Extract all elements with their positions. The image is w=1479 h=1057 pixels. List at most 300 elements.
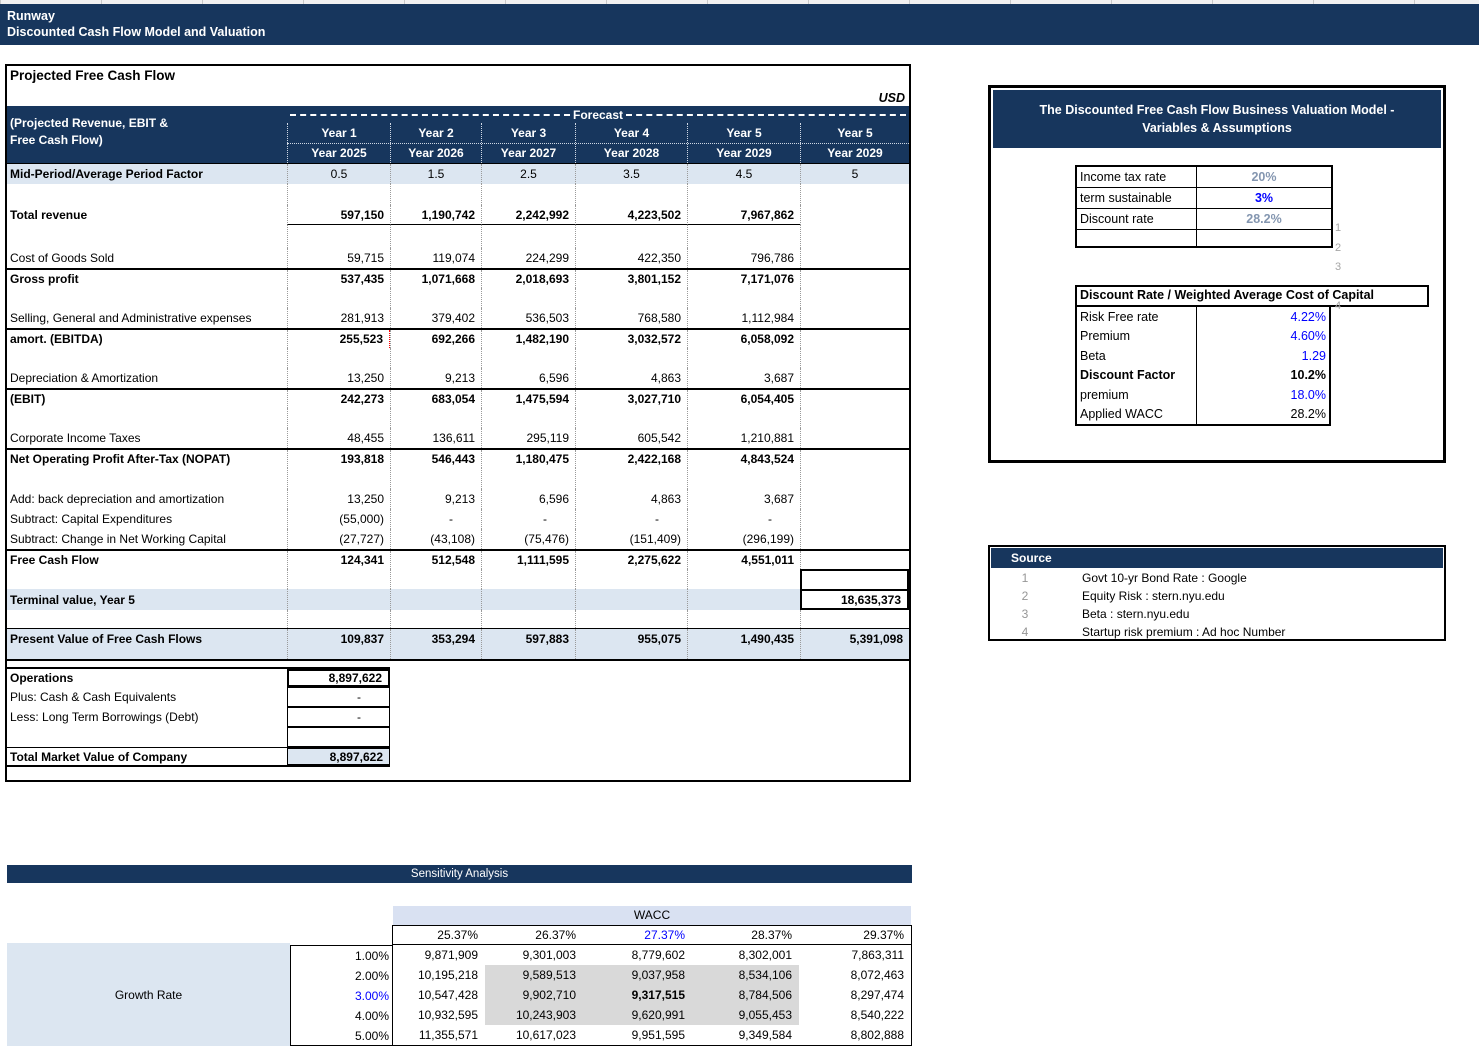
value-cell: 242,273 [287, 390, 390, 408]
wacc-row-item [1077, 307, 1329, 327]
mid-period-label: Mid-Period/Average Period Factor [10, 167, 203, 181]
value-cell [800, 205, 909, 225]
wacc-value: 28.2% [1290, 407, 1326, 422]
matrix-cell: 8,302,001 [738, 948, 792, 962]
row-label: Net Operating Profit After-Tax (NOPAT) [10, 452, 231, 466]
row-label: Subtract: Capital Expenditures [10, 512, 173, 526]
value-cell: (151,409) [575, 529, 687, 549]
value-cell: 3,687 [687, 489, 800, 509]
source-item [990, 605, 1444, 623]
value-cell: 6,058,092 [687, 330, 800, 348]
value-cell [575, 184, 687, 205]
value-cell [287, 225, 390, 248]
value-cell: 119,074 [390, 248, 481, 268]
source-text: Startup risk premium : Ad hoc Number [1082, 625, 1286, 639]
value-cell: 295,119 [481, 428, 575, 448]
source-number: 3 [1021, 607, 1029, 621]
value-cell: 3,801,152 [575, 270, 687, 288]
wacc-column-header: 29.37% [863, 928, 904, 942]
table-row [7, 388, 909, 408]
matrix-row [393, 945, 911, 965]
value-cell [687, 225, 800, 248]
valuation-row [7, 747, 390, 767]
row-label: Less: Long Term Borrowings (Debt) [10, 710, 199, 724]
value-cell: 4,551,011 [687, 551, 800, 569]
value-cell [481, 225, 575, 248]
matrix-cell: 8,540,222 [850, 1008, 904, 1022]
growth-row-header[interactable]: 3.00% [354, 989, 389, 1003]
source-number: 1 [1021, 571, 1029, 585]
matrix-cell: 9,055,453 [692, 1005, 799, 1025]
row-header-line1: (Projected Revenue, EBIT & [10, 116, 169, 130]
value-cell [800, 551, 909, 569]
value-cell: 768,580 [575, 308, 687, 328]
matrix-cell: 10,243,903 [485, 1005, 583, 1025]
value-cell [481, 408, 575, 428]
value-cell [575, 589, 687, 610]
value-cell: 4,863 [575, 368, 687, 388]
spacer-row [7, 569, 909, 589]
mid-period-value: 5 [800, 164, 909, 184]
table-header [7, 106, 909, 164]
assumptions-title-line2: Variables & Assumptions [1142, 121, 1292, 135]
value-cell [287, 348, 390, 368]
year-label: Year 5 [800, 123, 909, 142]
source-item [990, 569, 1444, 587]
value-cell: 1,210,881 [687, 428, 800, 448]
value-cell [481, 348, 575, 368]
source-item [990, 623, 1444, 641]
value-cell [390, 610, 481, 628]
matrix-cell: 10,932,595 [417, 1008, 478, 1022]
table-row [7, 205, 909, 225]
value-cell: 6,054,405 [687, 390, 800, 408]
year-label: Year 4 [575, 123, 687, 142]
row-label [7, 225, 287, 248]
matrix-cell: 9,902,710 [485, 985, 583, 1005]
spacer-row [7, 408, 909, 428]
value-cell [800, 288, 909, 308]
value-cell: 193,818 [287, 450, 390, 468]
growth-values-column [290, 945, 393, 1046]
table-row [7, 529, 909, 549]
value-cell: 597,150 [287, 205, 390, 225]
wacc-label: premium [1077, 385, 1197, 405]
row-label [7, 569, 287, 589]
value-cell: 1,490,435 [687, 629, 800, 659]
value-cell: - [390, 509, 481, 529]
table-row [7, 328, 909, 348]
source-list [990, 569, 1444, 641]
value-cell [800, 368, 909, 388]
year-number: Year 2027 [481, 144, 575, 163]
assumptions-panel [988, 85, 1446, 463]
value-cell [687, 589, 800, 610]
value-cell [390, 225, 481, 248]
assumption-value: 20% [1251, 170, 1277, 184]
value-cell: 796,786 [687, 248, 800, 268]
value-cell [287, 589, 390, 610]
value-cell [287, 184, 390, 205]
value-cell: 3,032,572 [575, 330, 687, 348]
matrix-cell: 9,951,595 [631, 1028, 685, 1042]
value-cell [575, 288, 687, 308]
value-cell [481, 184, 575, 205]
matrix-cell: 8,802,888 [850, 1028, 904, 1042]
matrix-cell: 9,871,909 [424, 948, 478, 962]
value-cell: 8,897,622 [287, 748, 390, 765]
row-label: Gross profit [10, 272, 79, 286]
value-cell [800, 184, 909, 205]
value-cell [800, 529, 909, 549]
row-label: Depreciation & Amortization [10, 371, 159, 385]
spacer-row [7, 610, 909, 628]
value-cell: 512,548 [390, 551, 481, 569]
table-row [7, 248, 909, 268]
value-cell: 692,266 [390, 330, 481, 348]
footnote-marker: 3 [1335, 261, 1342, 273]
mid-period-value: 2.5 [481, 164, 575, 184]
year-number: Year 2029 [800, 144, 909, 163]
value-cell: 4,223,502 [575, 205, 687, 225]
wacc-row-item [1077, 366, 1329, 386]
value-cell: 379,402 [390, 308, 481, 328]
year-number: Year 2026 [390, 144, 481, 163]
valuation-row [7, 687, 390, 707]
projected-fcf-table [5, 64, 911, 782]
assumption-value[interactable]: 3% [1254, 191, 1274, 205]
source-text: Equity Risk : stern.nyu.edu [1082, 589, 1225, 603]
value-cell: (55,000) [287, 509, 390, 529]
value-cell [800, 330, 909, 348]
value-cell [575, 225, 687, 248]
value-cell [287, 569, 390, 589]
value-cell [390, 408, 481, 428]
footnote-marker: 2 [1335, 241, 1342, 254]
value-cell [687, 468, 800, 489]
value-cell [287, 288, 390, 308]
wacc-value[interactable]: 1.29 [1301, 348, 1326, 363]
value-cell: 8,897,622 [287, 669, 390, 687]
value-cell: 7,967,862 [687, 205, 800, 225]
sheet-title: Discounted Cash Flow Model and Valuation [7, 25, 266, 39]
table-body [7, 184, 909, 767]
value-cell [800, 489, 909, 509]
row-label: Free Cash Flow [10, 553, 99, 567]
wacc-column-header[interactable]: 27.37% [644, 928, 685, 942]
value-cell: - [687, 509, 800, 529]
row-label [7, 288, 287, 308]
row-label: Operations [10, 671, 74, 685]
value-cell [800, 248, 909, 268]
matrix-cell: 8,779,602 [631, 948, 685, 962]
assumptions-title-line1: The Discounted Free Cash Flow Business Valuation Model - [1039, 103, 1395, 117]
table-row [7, 268, 909, 288]
source-panel-title: Source [991, 548, 1443, 568]
matrix-cell: 10,547,428 [417, 988, 478, 1002]
value-cell: - [575, 509, 687, 529]
wacc-row-item [1077, 385, 1329, 405]
value-cell: 136,611 [390, 428, 481, 448]
year-number: Year 2028 [575, 144, 687, 163]
value-cell: 281,913 [287, 308, 390, 328]
value-cell [287, 610, 390, 628]
value-cell: 18,635,373 [800, 589, 909, 610]
value-cell: 7,171,076 [687, 270, 800, 288]
value-cell: 109,837 [287, 629, 390, 659]
mid-period-value: 3.5 [575, 164, 687, 184]
value-cell [390, 184, 481, 205]
table-row [7, 489, 909, 509]
value-cell [287, 408, 390, 428]
value-cell: 422,350 [575, 248, 687, 268]
mid-period-value: 4.5 [687, 164, 800, 184]
forecast-label: Forecast [572, 107, 624, 122]
spacer-row [7, 348, 909, 368]
value-cell [575, 348, 687, 368]
source-text: Beta : stern.nyu.edu [1082, 607, 1190, 621]
valuation-row [7, 667, 390, 687]
value-cell [687, 348, 800, 368]
forecast-dashes-left [290, 114, 570, 116]
wacc-value[interactable]: 4.22% [1290, 309, 1326, 324]
row-label: Add: back depreciation and amortization [10, 492, 225, 506]
row-header-line2: Free Cash Flow) [10, 133, 103, 147]
value-cell: 1,071,668 [390, 270, 481, 288]
growth-rate-axis-label: Growth Rate [7, 943, 290, 1046]
table-row [7, 368, 909, 388]
value-cell [800, 509, 909, 529]
wacc-label: Risk Free rate [1077, 307, 1197, 327]
company-name: Runway [7, 9, 55, 23]
value-cell [287, 727, 390, 747]
matrix-row [393, 985, 911, 1005]
value-cell [687, 408, 800, 428]
value-cell: 13,250 [287, 489, 390, 509]
sensitivity-title-bar: Sensitivity Analysis [7, 865, 912, 883]
value-cell: 955,075 [575, 629, 687, 659]
matrix-cell: 9,349,584 [738, 1028, 792, 1042]
row-label: Subtract: Change in Net Working Capital [10, 532, 226, 546]
table-row [7, 589, 909, 610]
value-cell: 9,213 [390, 368, 481, 388]
growth-row-header: 5.00% [354, 1029, 389, 1043]
source-item [990, 587, 1444, 605]
row-label: Total revenue [10, 208, 88, 222]
value-cell [481, 569, 575, 589]
wacc-value[interactable]: 4.60% [1290, 329, 1326, 344]
assumption-label: term sustainable [1077, 188, 1197, 208]
table-row [7, 308, 909, 328]
year-numbers-row [287, 143, 909, 163]
wacc-label: Beta [1077, 346, 1197, 366]
value-cell [390, 288, 481, 308]
value-cell: 3,027,710 [575, 390, 687, 408]
valuation-row [7, 727, 390, 747]
assumption-row [1077, 229, 1331, 246]
value-cell: 683,054 [390, 390, 481, 408]
value-cell: - [287, 707, 390, 727]
row-label: Plus: Cash & Cash Equivalents [10, 690, 177, 704]
sensitivity-matrix [392, 945, 912, 1046]
spacer-row [7, 184, 909, 205]
value-cell: 2,018,693 [481, 270, 575, 288]
value-cell: 3,687 [687, 368, 800, 388]
value-cell: 536,503 [481, 308, 575, 328]
row-label [7, 610, 287, 628]
wacc-value[interactable]: 18.0% [1290, 387, 1326, 402]
row-label: (EBIT) [10, 392, 46, 406]
value-cell: (75,476) [481, 529, 575, 549]
wacc-label: Applied WACC [1077, 405, 1197, 425]
row-label: Present Value of Free Cash Flows [10, 632, 203, 646]
matrix-cell: 8,534,106 [692, 965, 799, 985]
value-cell: 2,242,992 [481, 205, 575, 225]
wacc-table [1075, 307, 1331, 426]
wacc-label: Premium [1077, 327, 1197, 347]
table-row [7, 448, 909, 468]
wacc-row-item [1077, 346, 1329, 366]
spacer-row [7, 288, 909, 308]
matrix-cell: 9,620,991 [583, 1005, 692, 1025]
table-title: Projected Free Cash Flow [10, 68, 176, 83]
wacc-row-item [1077, 405, 1329, 425]
title-band [0, 4, 1479, 45]
row-label [7, 184, 287, 205]
wacc-column-header: 26.37% [535, 928, 576, 942]
value-cell: 546,443 [390, 450, 481, 468]
wacc-value: 10.2% [1290, 368, 1326, 383]
value-cell: 1,475,594 [481, 390, 575, 408]
value-cell: 124,341 [287, 551, 390, 569]
matrix-cell: 10,195,218 [417, 968, 478, 982]
value-cell: 9,213 [390, 489, 481, 509]
value-cell [800, 348, 909, 368]
row-header-label [7, 106, 287, 163]
row-label: Cost of Goods Sold [10, 251, 115, 265]
value-cell [800, 308, 909, 328]
value-cell [481, 589, 575, 610]
source-text: Govt 10-yr Bond Rate : Google [1082, 571, 1247, 585]
value-cell: 4,863 [575, 489, 687, 509]
value-cell: 597,883 [481, 629, 575, 659]
value-cell: 605,542 [575, 428, 687, 448]
value-cell [687, 610, 800, 628]
row-label: Terminal value, Year 5 [10, 592, 135, 607]
assumption-value: 28.2% [1246, 212, 1282, 226]
value-cell: 2,422,168 [575, 450, 687, 468]
year-number: Year 2029 [687, 144, 800, 163]
row-label: Corporate Income Taxes [10, 431, 141, 445]
value-cell: (43,108) [390, 529, 481, 549]
row-label [7, 468, 287, 489]
value-cell [800, 569, 909, 589]
value-cell: 6,596 [481, 368, 575, 388]
row-label [7, 727, 287, 747]
year-labels-row [287, 123, 909, 142]
matrix-cell: 10,617,023 [515, 1028, 576, 1042]
matrix-cell: 9,301,003 [522, 948, 576, 962]
row-label [7, 408, 287, 428]
assumption-label: Discount rate [1077, 209, 1197, 229]
wacc-label: Discount Factor [1077, 366, 1197, 386]
assumptions-panel-title [993, 90, 1441, 148]
source-number: 2 [1021, 589, 1029, 603]
value-cell [287, 468, 390, 489]
valuation-row [7, 707, 390, 727]
forecast-row [287, 106, 909, 123]
value-cell [575, 569, 687, 589]
value-cell [800, 270, 909, 288]
assumption-row [1077, 208, 1331, 229]
value-cell: 5,391,098 [800, 629, 909, 659]
matrix-cell: 9,317,515 [583, 985, 692, 1005]
value-cell [687, 569, 800, 589]
year-label: Year 1 [287, 123, 390, 142]
table-row [7, 628, 909, 661]
value-cell [800, 408, 909, 428]
wacc-column-header: 25.37% [437, 928, 478, 942]
value-cell: 1,482,190 [481, 330, 575, 348]
year-label: Year 2 [390, 123, 481, 142]
source-panel [988, 545, 1446, 641]
value-cell: (296,199) [687, 529, 800, 549]
value-cell: 255,523 [287, 330, 390, 348]
row-label: amort. (EBITDA) [10, 332, 103, 346]
footnote-marker: 4 [1335, 300, 1342, 312]
value-cell [800, 428, 909, 448]
growth-row-header: 4.00% [354, 1009, 389, 1023]
value-cell: 224,299 [481, 248, 575, 268]
matrix-cell: 7,863,311 [851, 948, 904, 962]
value-cell: - [287, 687, 390, 707]
assumption-label [1077, 230, 1197, 246]
wacc-row-item [1077, 327, 1329, 347]
growth-row-header: 1.00% [354, 949, 389, 963]
spacer-row [7, 225, 909, 248]
value-cell [390, 569, 481, 589]
value-cell [800, 450, 909, 468]
value-cell: 353,294 [390, 629, 481, 659]
matrix-cell: 9,037,958 [583, 965, 692, 985]
row-label: Selling, General and Administrative expenses [10, 311, 252, 325]
value-cell: 2,275,622 [575, 551, 687, 569]
value-cell: - [481, 509, 575, 529]
value-cell [481, 610, 575, 628]
value-cell: 13,250 [287, 368, 390, 388]
value-cell [481, 288, 575, 308]
value-cell: 1,111,595 [481, 551, 575, 569]
matrix-cell: 11,355,571 [418, 1028, 478, 1042]
matrix-cell: 8,297,474 [850, 988, 904, 1002]
row-label [7, 348, 287, 368]
value-cell: 48,455 [287, 428, 390, 448]
matrix-row [393, 1005, 911, 1025]
assumption-label: Income tax rate [1077, 167, 1197, 187]
value-cell [575, 610, 687, 628]
matrix-row [393, 1025, 911, 1045]
assumption-row [1077, 187, 1331, 208]
value-cell [800, 390, 909, 408]
value-cell [800, 225, 909, 248]
wacc-values-row [392, 925, 912, 945]
matrix-row [393, 965, 911, 985]
value-cell [687, 184, 800, 205]
year-columns-header [287, 106, 909, 163]
value-cell [687, 288, 800, 308]
value-cell [575, 468, 687, 489]
matrix-cell: 9,589,513 [485, 965, 583, 985]
